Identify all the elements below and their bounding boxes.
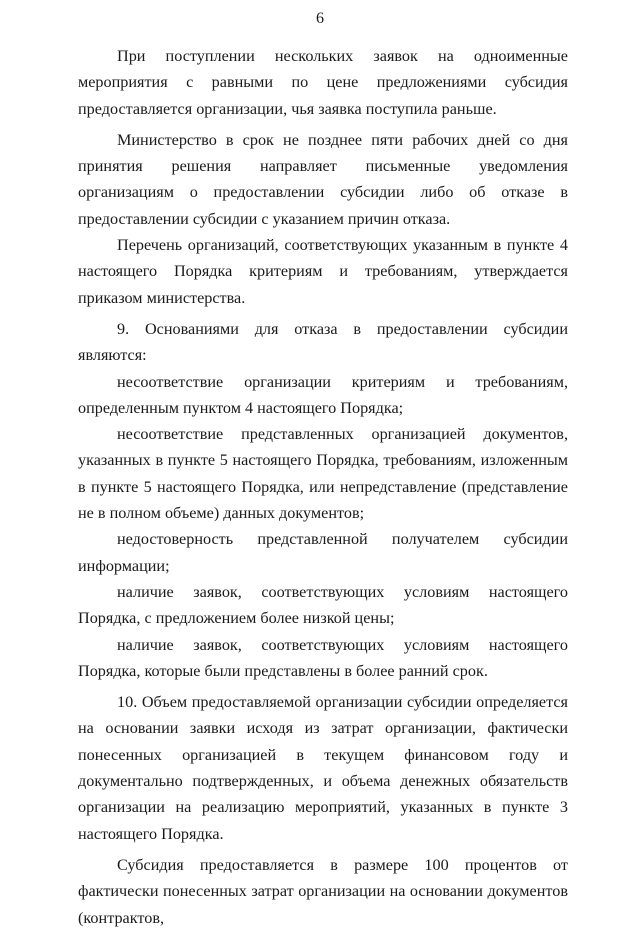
paragraph-refusal-criteria-mismatch: несоответствие организации критериям и требованиям, определенным пунктом 4 настоящего Порядка; — [78, 372, 568, 417]
paragraph-organization-list: Перечень организаций, соответствующих указанным в пункте 4 настоящего Порядка критериям и требованиям, утверждается приказом министерства. — [78, 236, 568, 307]
paragraph-refusal-grounds-heading: 9. Основаниями для отказа в предоставлении субсидии являются: — [78, 319, 568, 365]
paragraph-ministry-notification: Министерство в срок не позднее пяти рабочих дней со дня принятия решения направляет письменные уведомления организациям о предоставлении субсидии либо об отказе в предоставлении субсидии с указанием причин отказа. — [78, 130, 568, 228]
paragraph-subsidy-percentage: Субсидия предоставляется в размере 100 процентов от фактически понесенных затрат организации на основании документов (контрактов, — [78, 855, 568, 927]
paragraph-refusal-lower-price: наличие заявок, соответствующих условиям настоящего Порядка, с предложением более низкой цены; — [78, 582, 568, 628]
paragraph-refusal-unreliable-info: недостоверность представленной получателем субсидии информации; — [78, 530, 568, 575]
document-body — [78, 43, 568, 931]
paragraph-refusal-earlier-date: наличие заявок, соответствующих условиям настоящего Порядка, которые были представлены в более ранний срок. — [78, 635, 568, 680]
page-number: 6 — [316, 10, 324, 27]
paragraph-refusal-documents-mismatch: несоответствие представленных организацией документов, указанных в пункте 5 настоящего Порядка, требованиям, изложенным в пункте 5 настоящего Порядка, или непредставление (представление не в полном объеме) данных документов; — [78, 425, 568, 523]
paragraph-subsidy-amount: 10. Объем предоставляемой организации субсидии определяется на основании заявки исходя из затрат организации, фактически понесенных организацией в текущем финансовом году и документально подтвержденных, и объема денежных обязательств организации на реализацию мероприятий, указанных в пункте 3 настоящего Порядка. — [78, 693, 568, 843]
paragraph-equal-price-bids: При поступлении нескольких заявок на одноименные мероприятия с равными по цене предложениями субсидия предоставляется организации, чья заявка поступила раньше. — [78, 47, 568, 118]
